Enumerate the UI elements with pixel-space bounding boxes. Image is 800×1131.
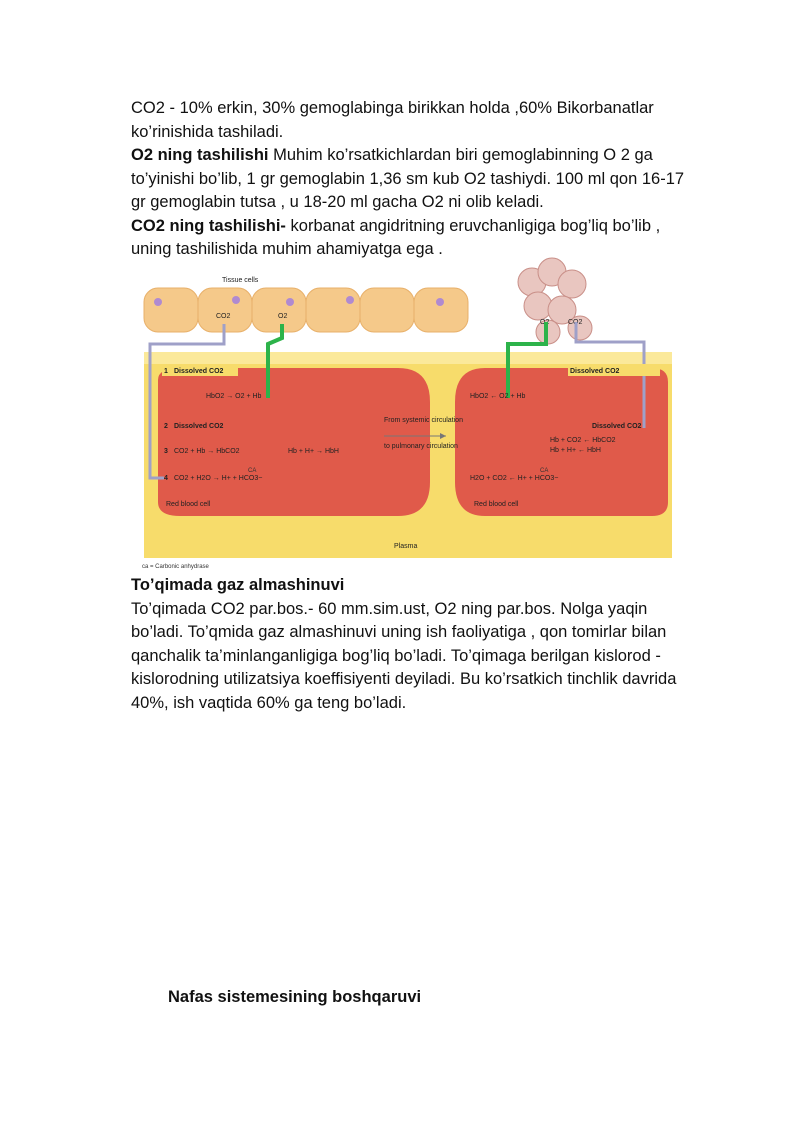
tissue-cells bbox=[144, 288, 468, 332]
co2-percent-paragraph: CO2 - 10% erkin, 30% gemoglabinga birikkan holda ,60% Bikorbanatlar ko’rinishida tashiladi. bbox=[131, 99, 654, 141]
tissue-co2-label: CO2 bbox=[216, 313, 231, 320]
tissue-o2-label: O2 bbox=[278, 313, 288, 320]
o2-transport-paragraph bbox=[131, 144, 691, 215]
number-2: 2 bbox=[164, 423, 168, 430]
tissue-gas-exchange-section bbox=[131, 574, 691, 715]
o2-transport-heading: O2 ning tashilishi bbox=[131, 146, 269, 164]
right-dissolved-co2: Dissolved CO2 bbox=[592, 423, 642, 430]
tissue-gas-exchange-text: To’qimada CO2 par.bos.- 60 mm.sim.ust, O2 ning par.bos. Nolga yaqin bo’ladi. To’qmida gaz almashinuvi uning ish faoliyatiga , qon tomirlar bilan qanchalik ta’minlanganligiga bog’liq bo’ladi. To’qimaga berilgan kislorod - kislorodning utilizatsiya koeffisiyenti deyiladi. Bu ko’rsatkich tinchlik davrida 40%, ish vaqtida 60% ga teng bo’ladi. bbox=[131, 599, 677, 712]
right-ca-label: CA bbox=[540, 468, 549, 474]
transport-paragraphs bbox=[131, 97, 691, 262]
left-hbo2-equation: HbO2 → O2 + Hb bbox=[206, 393, 262, 400]
figure-caption: ca = Carbonic anhydrase bbox=[142, 564, 209, 570]
left-dissolved-co2-top: Dissolved CO2 bbox=[174, 368, 224, 375]
red-blood-cell-left bbox=[158, 368, 430, 516]
respiratory-regulation-heading: Nafas sistemesining boshqaruvi bbox=[168, 988, 422, 1006]
left-dissolved-co2: Dissolved CO2 bbox=[174, 423, 224, 430]
co2-transport-text: korbanat angidritning eruvchanligiga bog’liq bo’lib , uning tashilishida muhim ahamiyatga ega . bbox=[131, 216, 661, 258]
right-dissolved-co2-top: Dissolved CO2 bbox=[570, 368, 620, 375]
from-systemic-label: From systemic circulation bbox=[384, 417, 463, 424]
right-hbh-equation: Hb + H+ ← HbH bbox=[550, 447, 601, 454]
left-hbco2-equation: CO2 + Hb → HbCO2 bbox=[174, 448, 240, 455]
tissue-gas-exchange-heading: To’qimada gaz almashinuvi bbox=[131, 576, 345, 594]
alveoli-o2-label: O2 bbox=[540, 319, 550, 326]
number-4: 4 bbox=[164, 475, 168, 482]
co2-transport-heading: CO2 ning tashilishi- bbox=[131, 216, 286, 235]
left-ca-label: CA bbox=[248, 468, 257, 474]
alveoli-co2-label: CO2 bbox=[568, 319, 583, 326]
left-hbh-equation: Hb + H+ → HbH bbox=[288, 448, 339, 455]
right-hbo2-equation: HbO2 ← O2 + Hb bbox=[470, 393, 526, 400]
right-rbc-label: Red blood cell bbox=[474, 501, 519, 508]
number-1: 1 bbox=[164, 368, 168, 375]
gas-transport-diagram bbox=[140, 252, 674, 572]
number-3: 3 bbox=[164, 448, 168, 455]
left-carbonic-equation: CO2 + H2O → H+ + HCO3− bbox=[174, 475, 263, 482]
to-pulmonary-label: to pulmonary circulation bbox=[384, 443, 458, 450]
o2-transport-text: Muhim ko’rsatkichlardan biri gemoglabinning O 2 ga to’yinishi bo’lib, 1 gr gemoglabin 1,36 sm kub O2 tashiydi. 100 ml qon 16-17 gr gemoglabin tutsa , u 18-20 ml gacha O2 ni olib keladi. bbox=[131, 146, 685, 211]
right-carbonic-equation: H2O + CO2 ← H+ + HCO3− bbox=[470, 475, 559, 482]
right-hbco2-equation: Hb + CO2 ← HbCO2 bbox=[550, 437, 616, 444]
plasma-label: Plasma bbox=[394, 543, 418, 550]
left-rbc-label: Red blood cell bbox=[166, 501, 211, 508]
alveoli-cluster bbox=[518, 258, 592, 344]
tissue-cells-label: Tissue cells bbox=[222, 277, 259, 284]
